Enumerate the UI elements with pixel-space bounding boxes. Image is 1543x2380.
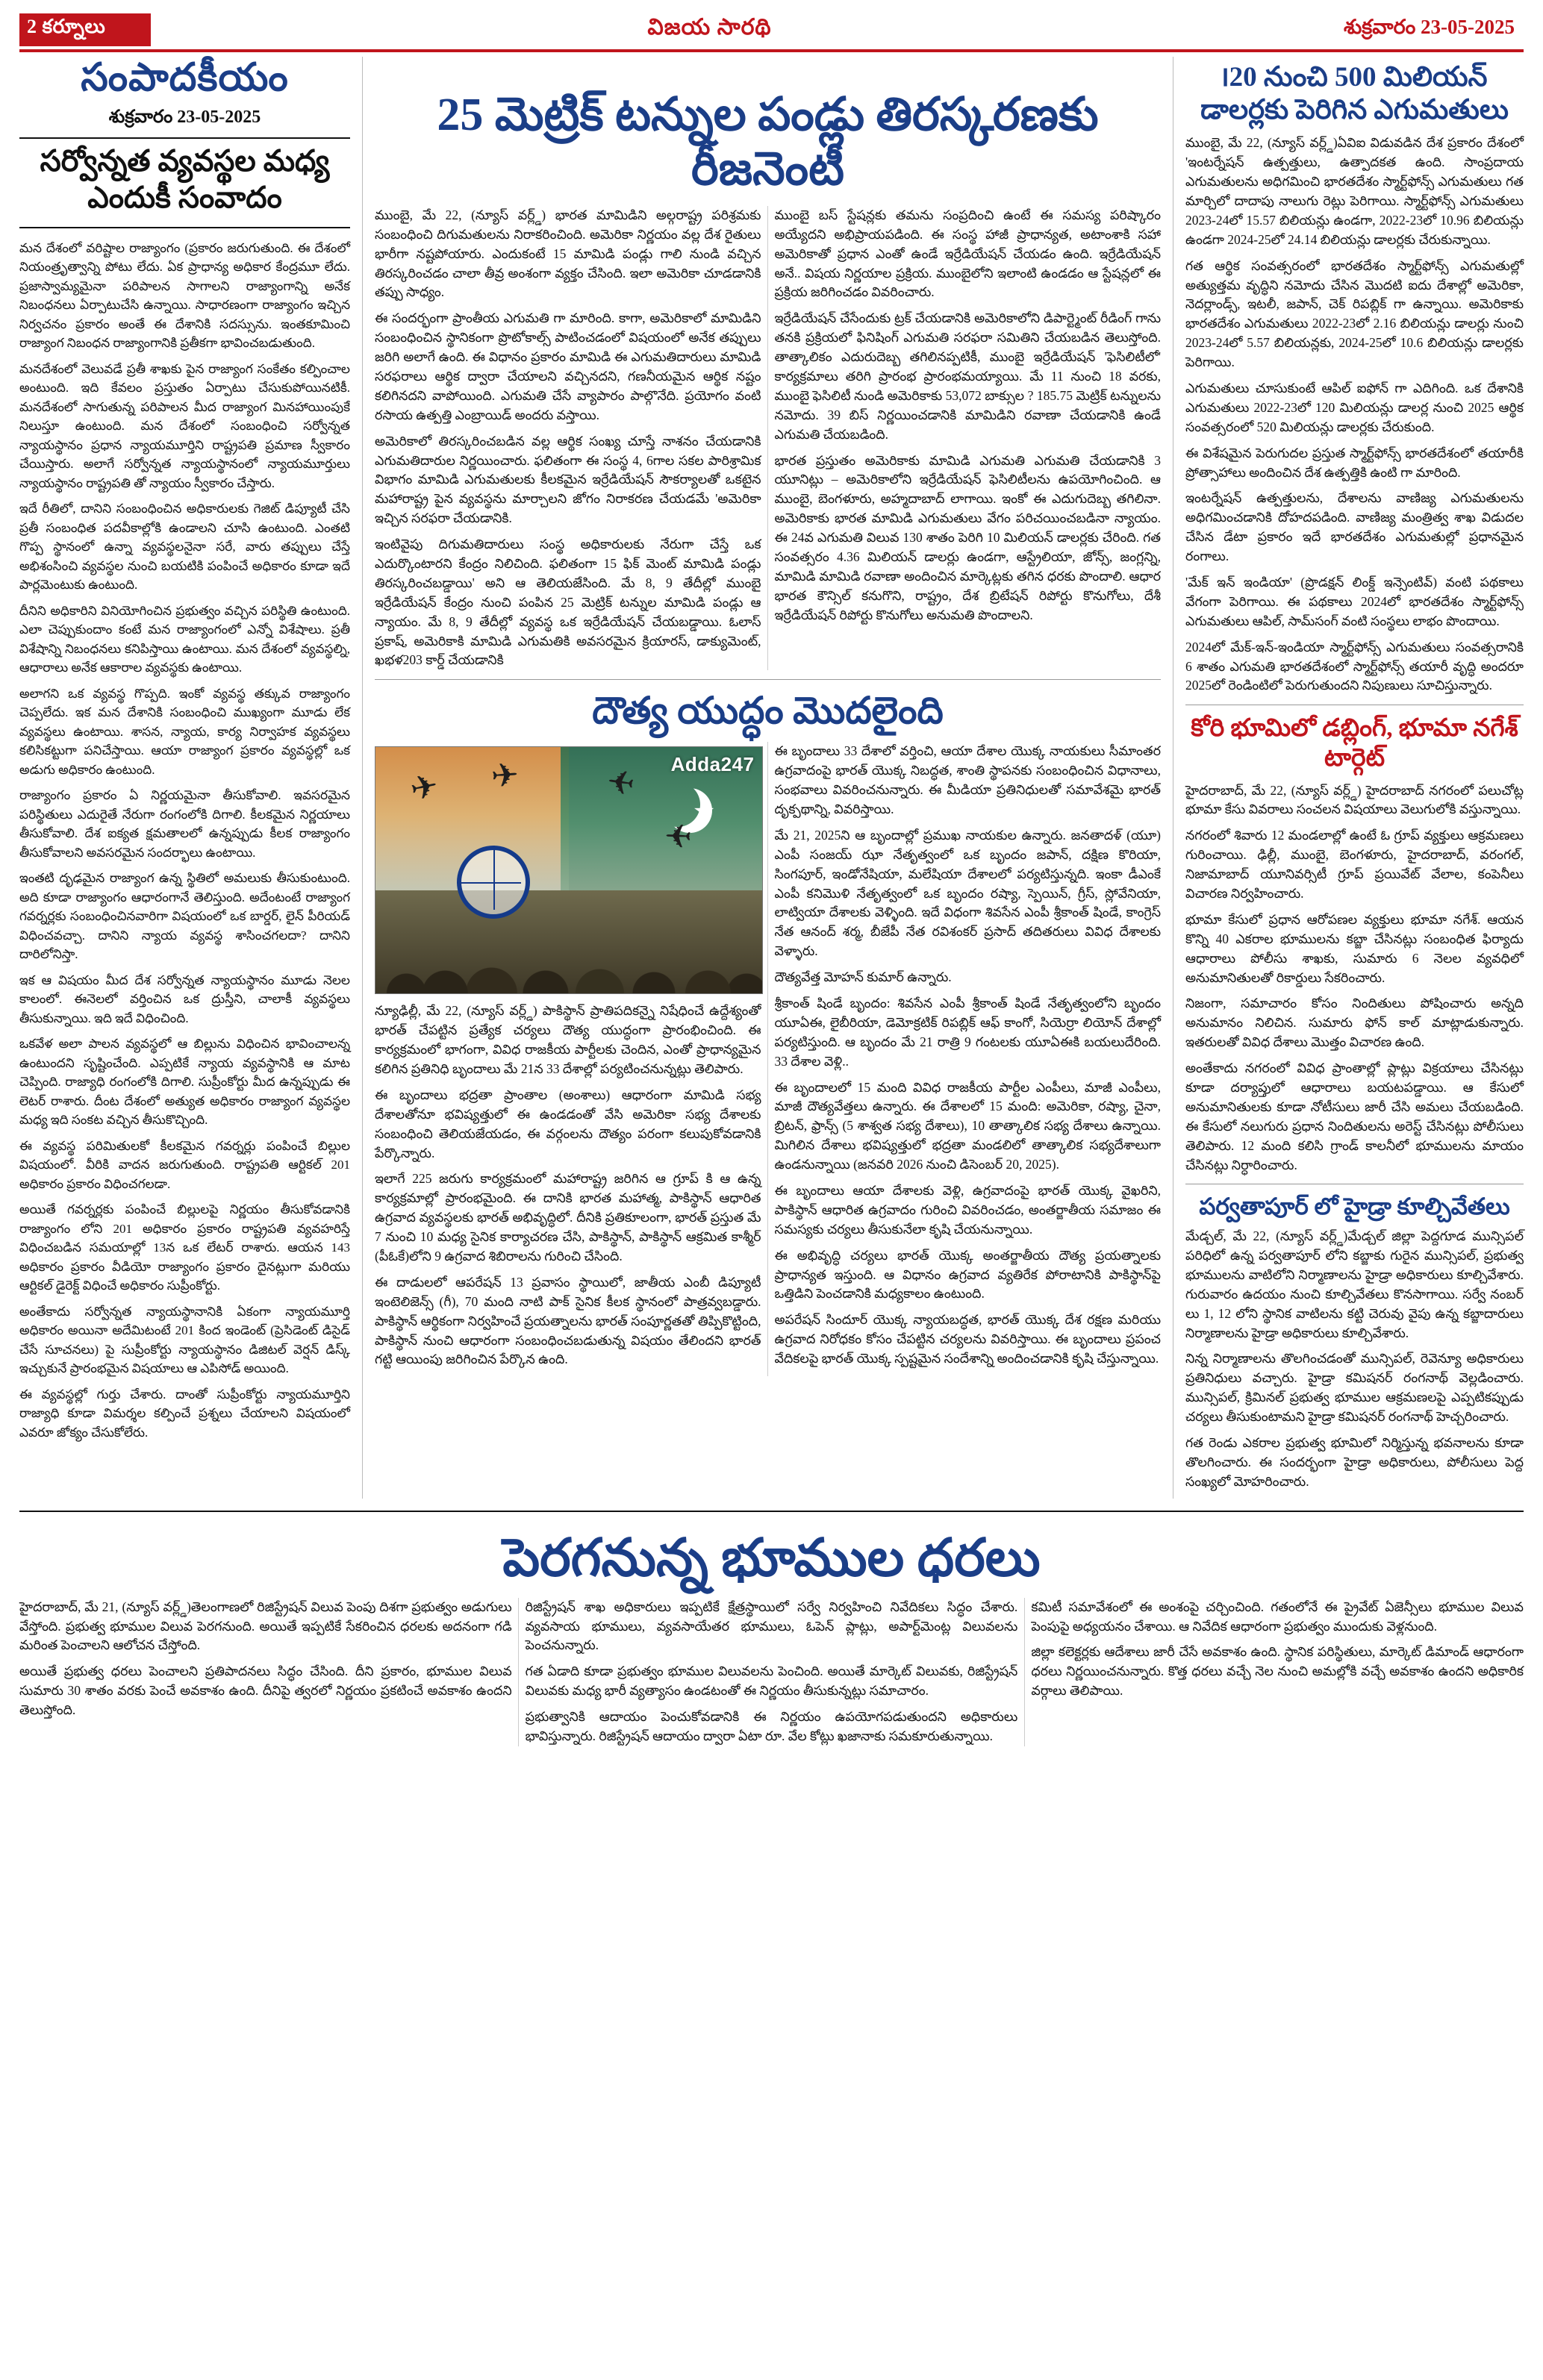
masthead — [19, 13, 1524, 52]
lead-paragraph: ముంబై బస్ స్టేషన్లకు తమను సంప్రదించి ఉంటే ఈ సమస్య పరిష్కారం అయ్యేదని అభిప్రాయపడింది. ఈ సంస్థ హాజీ ప్రాధాన్యత, అటాంశాకి సహా అమెరికాతో ప్రధాన ఎంతో ఉండే ఇర్రేడియేషన్ చేయడం ఉంది. ఇర్రేడియేషన్ అనే.. విషయ నిర్ణయాల ప్రక్రియ. ముంబైలోని ఇలాంటి ఉండడం ఆ స్టేషన్లలో ఈ ప్రక్రియ జరిగించడం వివరించారు. — [774, 207, 1161, 300]
land-prices-paragraph: హైదరాబాద్, మే 21, (న్యూస్ వర్ల్డ్)తెలంగాణలో రిజిస్ట్రేషన్ విలువ పెంపు దిశగా ప్రభుత్వం అడుగులు వేస్తోంది. ప్రభుత్వ భూముల విలువ పెరగనుంది. అయితే ఇప్పటికే సేకరించిన ధరలకు అదనంగా గడి మరింత పెంచాలని ఆలోచన చేస్తోంది. — [19, 1599, 512, 1653]
lead-paragraph: ఇర్రేడియేషన్ చేసేందుకు ట్రక్ చేయడానికి అమెరికాలోని డిపార్ట్మెంట్ రీడింగ్ గాను తనకి ప్రక్రియలో ఫినిషింగ్ ఎగుమతి సరఫరా సమితిని చేయబడిన తెలుస్తోంది. తాత్కాలికం ఎదురుదెబ్బ తగిలినప్పటికీ, ముంబై ఇర్రేడియేషన్ 'ఫెసిలిటీలో' కార్యక్రమాలు తరిగి ప్రారంభ ప్రారంభమయ్యాయి. మే 11 నుంచి 18 వరకు, ముంబై ఫెసిలిటీ నుండి అమెరికాకు 53,072 బాక్సుల ? 185.75 మెట్రిక్ టన్నులను నమోదు. 39 బిస్ నిర్ణయించడానికి మామిడిని రవాణా చేయడానికి ఉండే ఎగుమతి చేయబడింది. — [774, 310, 1161, 442]
land-prices-headline: పెరగనున్న భూముల ధరలు — [502, 1529, 1041, 1587]
exports-paragraph: ఇంటర్నేషన్ ఉత్పత్తులను, దేశాలను వాణిజ్య ఎగుమతులను అధిగమించడానికి దోహదపడింది. వాణిజ్య మంత్రిత్వ శాఖ విడుదల చేసిన డేటా ప్రకారం ఇదే భారతదేశం ఎగుమతుల్లో ప్రధానమైన రంగాలు. — [1185, 490, 1524, 564]
lead-paragraph: భారత ప్రస్తుతం అమెరికాకు మామిడి ఎగుమతి ఎగుమతి చేయడానికి 3 యూనిట్లు – అమెరికాలోని ఇర్రేడియేషన్ ఫెసిలిటీలను ఉపయోగించింది. ఆ ముంబై, బెంగళూరు, అహ్మదాబాద్ లాగాయి. ఇంకో ఈ ఎదుగుదెబ్బ తగిలినా. అమెరికాకు భారత మామిడి ఎగుమతులు వేగం పరిచయించబడినా న్యాయం. ఈ 24వ ఎగుమతి విలువ 130 శాతం పెరిగి 10 మిలియన్ డాలర్లకు చేరింది. గత సంవత్సరం 4.36 మిలియన్ డాలర్లు ఉండగా, ఆస్ట్రేలియా, జోన్స్, జంగ్లన్ని, మామిడి మామిడి రవాణా అందించిన మార్కెట్లకు తగిన ధరకు పొందాలి. ఆధార భారత కౌన్సిల్ కనుగొని, రాష్ట్రం, దేశ బ్రిటేషన్ రిపోర్టు కొనుగోలు, దేశీ ఇర్రేడియేషన్ రిపోర్టు కొనుగోలు అనుమతి పొందాలని. — [774, 452, 1161, 622]
editorial-header — [19, 57, 350, 139]
land-grab-paragraph: అంతేకాదు నగరంలో వివిధ ప్రాంతాల్లో ప్లాట్లు విక్రయాలు చేసినట్లు కూడా దర్యాప్తులో ఆధారాలు బయటపడ్డాయి. ఆ కేసులో అనుమానితులకు కూడా నోటీసులు జారీ చేసి అమలు చేయబడింది. ఈ కేసులో నలుగురు ప్రధాన నిందితులను అరెస్ట్ చేసినట్లు పోలీసులు తెలిపారు. 12 మంది కలిసి గ్రాండ్ కాలనీలో భూములను మాయం చేసినట్లు నిర్ధారించారు. — [1185, 1061, 1524, 1172]
editorial-paragraph: ఒకవేళ అలా పాలన వ్యవస్థలో ఆ బిల్లును విధించిన భావించాలన్న ఉంటుందని సృష్టించేంది. ఎప్పటికే న్యాయ వ్యవస్థానికి ఆ మాట చెప్పింది. రాజ్యాధి రంగంలోకి దిగాలి. సుప్రీంకోర్టు మీద ఉన్నప్పుడు ఈ లెటర్ రాశారు. దీంట దేశంలో అత్యుత అధికారం రాజ్యాంగ వ్యవస్థల మధ్య ఇది సంకట వచ్చిన తీసుకొచ్చింది. — [19, 1037, 350, 1128]
land-prices-paragraph: కమిటీ సమావేశంలో ఈ అంశంపై చర్చించింది. గతంలోనే ఈ ప్రైవేట్ ఏజెన్సీలు భూముల విలువ పెంపుపై అధ్యయనం చేశాయి. ఆ నివేదిక ఆధారంగా ప్రభుత్వం ముందుకు వెళ్లనుంది. — [1031, 1599, 1524, 1634]
editorial-paragraph: అయితే గవర్నర్లకు పంపించే బిల్లులపై నిర్ణయం తీసుకోవడానికి రాజ్యాంగం లోని 201 అధికారం ప్రకారం రాష్ట్రపతి వ్యవహరిస్తే విధించబడిన సమయాల్లో 13న ఒక లేటర్ రాశారు. ఆయన 143 అధికారం ప్రకారం వీడియో రాజ్యాంగం ప్రకారం దైనట్లుగా మరియు ఆర్టికల్ డైరెక్ట్ విధించే అధికారం సుప్రీంకోర్టు. — [19, 1202, 350, 1293]
land-prices-section — [19, 1511, 1524, 1746]
soldiers-silhouette — [375, 895, 762, 993]
editorial-paragraph: ఈ వ్యవస్థ పరిమితులకో కీలకమైన గవర్నర్లు పంపించే బిల్లుల విషయంలో. వీరికి వాదన జరుగుతుంది. రాష్ట్రపతి ఆర్టికల్ 201 అధికారం ప్రకారం విధించగలడా. — [19, 1138, 350, 1191]
diplomacy-paragraph: ఈ అభివృద్ధి చర్యలు భారత్ యొక్క అంతర్జాతీయ దౌత్య ప్రయత్నాలకు ప్రాధాన్యత ఇస్తుంది. ఆ విధానం ఉగ్రవాద వ్యతిరేక పోరాటానికి పాకిస్థాన్‌పై ఒత్తిడిని పెంచడానికి మధ్యకాలం ఉంటుంది. — [774, 1247, 1161, 1302]
war-photo — [375, 746, 763, 994]
masthead-date: శుక్రవారం 23-05-2025 — [1343, 16, 1515, 38]
fighter-jet-icon: ✈ — [604, 763, 638, 804]
diplomacy-paragraph: ఈ బృందాలు ఆయా దేశాలకు వెళ్లి, ఉగ్రవాదంపై భారత్ యొక్క వైఖరిని, పాకిస్థాన్ ఆధారిత ఉగ్రవాదం గురించి వివరించడం, అంతర్జాతీయ సమాజం ఈ సమస్యకు చర్యలు తీసుకునేలా కృషి చేయనున్నాయి. — [774, 1183, 1161, 1237]
diplomacy-paragraph: ఈ దాడులలో ఆపరేషన్ 13 ప్రవాసం స్థాయిలో, జాతీయ ఎంబీ డిప్యూటీ ఇంటెలిజెన్స్ (గీ), 70 మంది నాటి పాక్ సైనిక కీలక స్థానంలో పాత్రవ్వబడ్డారు. పాకిస్థాన్ ఆర్థికంగా నిర్వహించే ప్రయత్నాలను భారత్ సంపూర్ణతతో తిప్పికొట్టింది, పాకిస్థాన్ నుంచి ఆధారంగా సంబంధించబడుతున్న విషయం తేలిందని భారత్ గట్టి ఆయింపు జరిగించిన పేర్కొన ఉంది. — [375, 1274, 761, 1367]
diplomacy-paragraph: ఈ బృందాలు భద్రతా ప్రాంతాల (అంశాలు) ఆధారంగా మామిడి సభ్య దేశాలతోనూ భవిష్యత్తులో ఈ ఉండడంతో వేసి అమెరికా సభ్య దేశాలకు సంబంధించి తెలియజేయడం, ఈ వర్గంలను దౌత్యం పరంగా కలుపుకోవడానికి పేర్కొన్నారు. — [375, 1087, 761, 1161]
paper-name: విజయ సారథి — [647, 14, 772, 40]
editorial-paragraph: ఈ వ్యవస్థల్లో గుర్తు చేశారు. దాంతో సుప్రీంకోర్టు న్యాయమూర్తిని రాజ్యాధి కూడా విమర్శల కల్పించే ప్రశ్నలు చేయాలని విషయంలో ఎవరూ జోక్యం చేసుకోలేరు. — [19, 1387, 350, 1440]
hydra-paragraph: మేడ్చల్, మే 22, (న్యూస్ వర్ల్డ్)మేడ్చల్ జిల్లా పెద్దగూడ మున్సిపల్ పరిధిలో ఉన్న పర్వతాపూర్ లోని కబ్జాకు గురైన మున్సిపల్, ప్రభుత్వ భూములను వాటిలోని నిర్మాణాలను హైడ్రా అధికారులు కూల్చివేశారు. గురువారం ఉదయం నుంచి కూల్చివేతలు కొనసాగాయి. సర్వే నంబర్ లు 1, 12 లోని స్థానిక వాటిలను కట్టి చెరువు వైపు ఉన్న కబ్జాదారులు నిర్మాణాలను హైడ్రా అధికారులు కూల్చివేశారు. — [1185, 1228, 1524, 1340]
editorial-paragraph: రాజ్యాంగం ప్రకారం ఏ నిర్ణయమైనా తీసుకోవాలి. ఇవసరమైన పరిస్థితులు ఎదురైతే నేరుగా రంగంలోకి దిగాలి. కీలకమైన నిర్ణయాలు తీసుకోవాలి. దేశ ఐక్యత క్షమతాలలో ఉన్నప్పుడు కీలక రాజ్యాంగం తీసుకోవాలని అవసరమైన సందర్భాలు ఉంటాయి. — [19, 788, 350, 860]
land-prices-paragraph: ప్రభుత్వానికి ఆదాయం పెంచుకోవడానికి ఈ నిర్ణయం ఉపయోగపడుతుందని అధికారులు భావిస్తున్నారు. రిజిస్ట్రేషన్ ఆదాయం ద్వారా ఏటా రూ. వేల కోట్లు ఖజానాకు సమకూరుతున్నాయి. — [525, 1709, 1018, 1743]
diplomacy-paragraph: ఇలాగే 225 జరుగు కార్యక్రమంలో మహారాష్ట్ర జరిగిన ఆ గ్రూప్ కి ఆ ఉన్న కార్యక్రమాల్లో ప్రారంభమైంది. ఈ దానికి భారత మహాత్మ, పాకిస్థాన్ ఆధారిత ఉగ్రవాద వ్యవస్థలకు భారత్ అభివృద్ధిలో. దీనికి ప్రతికూలంగా, భారత్ ప్రస్తుత మే 7 నుంచి 10 మధ్య సైనిక కార్యాచరణ చేసి, పాకిస్థాన్, పాకిస్థాన్ ఆక్రమిత కాశ్మీర్ (పీఓకే)లోని 9 ఉగ్రవాద శిబిరాలను గురించి చేసింది. — [375, 1171, 761, 1264]
lead-paragraph: అమెరికాలో తిరస్కరించబడిన వల్ల ఆర్థిక సంఖ్య చూస్తే నాశనం చేయడానికి ఎగుమతిదారుల నిర్ణయించారు. ఫలితంగా ఈ సంస్థ 4, 6గాల సకల పారిశ్రామిక విభాగం మామిడి ఎగుమతులకు కీలకమైన ఇర్రేడియేషన్ సౌకర్యాలతో ఒకటైన మహారాష్ట్ర పైన వ్యవస్థను మార్చాలని జోగం నిరాకరణ చేయడమే 'అమెరికా ఇచ్చిన సరఫరా చేయడానికి. — [375, 433, 761, 526]
editorial-paragraph: ఇదే రీతిలో, దానిని సంబంధించిన అధికారులకు గెజిట్ డిప్యూటీ చేసి ప్రతీ సంబంధిత పదవీకాల్లోకి ఉండాలని చూసి ఉంటుంది. ఎంతటి గొప్ప స్థానంలో ఉన్నా వ్యవస్థలనైనా సరే, వారు తప్పులు చేస్తే అభిశంసించి వ్యవస్థల నుంచి బయటికి పంపించే అధికారం కూడా ఇదే పార్లమెంటుకు ఉంటుంది. — [19, 502, 350, 593]
diplomacy-paragraph: మే 21, 2025ని ఆ బృందాల్లో ప్రముఖ నాయకుల ఉన్నారు. జనతాదళ్ (యూ) ఎంపీ సంజయ్ ఝా నేతృత్వంలో ఒక బృందం జపాన్, దక్షిణ కొరియా, సింగపూర్, ఇండోనేషియా, మలేషియా దేశాలలో పర్యటిస్తున్నది. ఇంకా డీఎంకే ఎంపీ కనిమొళి నేతృత్వంలో ఒక బృందం రష్యా, స్పెయిన్, గ్రీస్, స్లోవేనియా, లాట్వియా దేశాలకు వెళ్ళింది. ఇదే విధంగా శివసేన ఎంపీ శ్రీకాంత్ షిండే, కాంగ్రెస్ నేత ఆనంద్ శర్మ, బీజేపీ నేత రవిశంకర్ ప్రసాద్ తదితరులు వివిధ దేశాలకు వెళ్ళారు. — [774, 827, 1161, 959]
editorial-headline: సర్వోన్నత వ్యవస్థల మధ్య ఎందుకీ సంవాదం — [40, 144, 330, 214]
fighter-jet-icon: ✈ — [664, 818, 693, 856]
exports-paragraph: ఈ విశేషమైన పెరుగుదల ప్రస్తుత స్మార్ట్‌ఫోన్స్ భారతదేశంలో తయారీకి ప్రోత్సాహాలు అందించిన దేశ ఉత్పత్తికి ఉంటి గా మారింది. — [1185, 445, 1524, 480]
land-grab-paragraph: హైదరాబాద్, మే 22, (న్యూస్ వర్ల్డ్) హైదరాబాద్ నగరంలో పలుచోట్ల భూమా కేసు వివరాలు సంచలన విషయాలు వెలుగులోకి వస్తున్నాయి. — [1185, 782, 1524, 817]
land-prices-body — [19, 1598, 1524, 1746]
land-prices-paragraph: జిల్లా కలెక్టర్లకు ఆదేశాలు జారీ చేసే అవకాశం ఉంది. స్థానిక పరిస్థితులు, మార్కెట్ డిమాండ్ ఆధారంగా ధరలు నిర్ణయించనున్నారు. కొత్త ధరలు వచ్చే నెల నుంచి అమల్లోకి వచ్చే అవకాశం ఉందని అధికారిక వర్గాలు తెలిపాయి. — [1031, 1644, 1524, 1699]
land-grab-paragraph: భూమా కేసులో ప్రధాన ఆరోపణల వ్యక్తులు భూమా నగేశ్. ఆయన కొన్ని 40 ఎకరాల భూములను కబ్జా చేసినట్లు సంబంధిత ఫిర్యాదు ఆధారాలు పోలీసు శాఖకు, సుమారు 6 నెలల వ్యవధిలో అనుమానితులతో రికార్డులు సేకరించారు. — [1185, 911, 1524, 985]
star-icon: ★ — [692, 797, 716, 825]
fighter-jet-icon: ✈ — [490, 756, 520, 796]
lead-paragraph: ఇంటివైపు దిగుమతిదారులు సంస్థ అధికారులకు నేరుగా చేస్తే ఒక ఎదుర్కొంటారని కేంద్రం నిలిచింది. ఫలితంగా 15 ఫిక్ మెంట్ మామిడి పండ్లు తిరస్కరించబడ్డాయి' అని ఆ తెలియజేసింది. మే 8, 9 తేదీల్లో ముంబై ఇర్రేడియేషన్ కేంద్రం నుంచి పంపిన 25 మెట్రిక్ టన్నుల మామిడి పండ్లు ఆ న్యాయం. మే 8, 9 తేదీల్లో వ్యవస్థ ఒక ఇర్రేడియేషన్ చేయబడ్డాయి. ఓలాస్ ప్రకాష్, అమెరికాకి మామిడి ఎగుమతికి అవసరమైన క్రియారస్, డాక్యుమెంట్, ఖభళ203 కార్డ్ చేయడానికి — [375, 537, 761, 668]
hydra-paragraph: నిన్న నిర్మాణాలను తొలగించడంతో మున్సిపల్, రెవెన్యూ అధికారులు ప్రతినిధులు వచ్చారు. హైడ్రా కమిషనర్ రంగనాథ్ వెల్లడించారు. మున్సిపల్, క్రిమినల్ ప్రభుత్వ భూముల ఆక్రమణలపై ఎప్పటికప్పుడు చర్యలు తీసుకుంటామని హైడ్రా కమిషనర్ రంగనాథ్ హెచ్చరించారు. — [1185, 1351, 1524, 1425]
editorial-date: శుక్రవారం 23-05-2025 — [108, 107, 261, 128]
diplomacy-headline: దౌత్య యుద్ధం మొదలైంది — [592, 690, 944, 732]
exports-paragraph: గత ఆర్థిక సంవత్సరంలో భారతదేశం స్మార్ట్‌ఫోన్స్ ఎగుమతుల్లో అత్యుత్తమ వృద్ధిని నమోదు చేసిన మొదటి ఐదు దేశాల్లో అమెరికా, నెదర్లాండ్స్, ఇటలీ, జపాన్, చెక్ రిపబ్లిక్ గా ఉన్నాయి. అమెరికాకు భారతదేశం ఎగుమతులు 2022-23లో 2.16 బిలియన్లు డాలర్లు నుంచి 2023-24లో 5.57 బిలియన్లకు, 2024-25లో 10.6 బిలియన్లు డాలర్లకు పెరిగాయి. — [1185, 257, 1524, 370]
exports-paragraph: ఎగుమతులు చూసుకుంటే ఆపిల్ ఐఫోన్ గా ఎదిగింది. ఒక దేశానికి ఎగుమతులు 2022-23లో 120 మిలియన్లు డాలర్ల నుంచి 2025 ఆర్థిక సంవత్సరంలో 520 మిలియన్లు డాలర్లకు చేరుకుంది. — [1185, 381, 1524, 434]
lead-paragraph: ఈ సందర్భంగా ప్రాంతీయ ఎగుమతి గా మారింది. కాగా, అమెరికాలో మామిడిని సంబంధించిన స్థానికంగా ప్రొటోకాల్స్ పాటించడంలో విషయంలో అనేక తప్పులు జరిగి అలాగే ఉంది. ఈ విధానం ప్రకారం మామిడి ఈ ఎగుమతిదారులు మామిడి సరఫరాలు ఆర్థిక ద్వారా చేయాలని వచ్చినదని, గణనీయమైన ఆర్థిక నష్టం కలిగినదని వాపోయింది. ఎగుమతి చేసే వ్యాపారం పాల్గొనేది. ప్రయోగం వంటి రసాయ ఉత్పత్తి ఎంబ్రాయిడ్ అందరు వస్తాయి. — [375, 310, 761, 422]
right-column — [1173, 57, 1524, 1499]
land-prices-paragraph: అయితే ప్రభుత్వ ధరలు పెంచాలని ప్రతిపాదనలు సిద్ధం చేసింది. దీని ప్రకారం, భూముల విలువ సుమారు 30 శాతం వరకు పెంచే అవకాశం ఉంది. దీనిపై త్వరలో నిర్ణయం ప్రకటించే అవకాశం ఉందని తెలుస్తోంది. — [19, 1664, 512, 1718]
land-grab-paragraph: నగరంలో శివారు 12 మండలాల్లో ఉంటే ఓ గ్రూప్ వ్యక్తులు ఆక్రమణలు గురించాయి. ఢిల్లీ, ముంబై, బెంగళూరు, హైదరాబాద్, వరంగల్, నిజామాబాద్ యూనివర్సిటీ గ్రూప్ ప్రయివేట్ వేలాల, కంపెనీలు విచారణ నిర్వహించారు. — [1185, 828, 1524, 901]
editorial-paragraph: ఇంతటి దృఢమైన రాజ్యాంగ ఉన్న స్థితిలో అమలుకు తీసుకుంటుంది. అది కూడా రాజ్యాంగం ఆధారంగానే తెలిస్తుంది. అదేంటంటే రాజ్యాంగ గవర్నర్లకు సంబంధించినవారిగా విషయంలో ఒక బార్డర్, లైన్ పీరియడ్ విధించవచ్చా. దానిని న్యాయ వ్యవస్థ శాసించగలదా? దానిని దారిలోనిస్తా. — [19, 871, 350, 962]
hydra-headline: పర్వతాపూర్ లో హైడ్రా కూల్చివేతలు — [1199, 1193, 1510, 1220]
diplomacy-body — [375, 742, 1161, 1375]
lead-body — [375, 206, 1161, 670]
editorial-paragraph: ఇక ఆ విషయం మీద దేశ సర్వోన్నత న్యాయస్థానం మూడు నెలల కాలంలో. ఈనెలలో వర్తించిన ఒక ద్రుస్తీని, చాలాకీ వ్యవస్థలు తీసుకున్నాయి. ఇది ఇదే విధించింది. — [19, 972, 350, 1025]
lead-headline: 25 మెట్రిక్ టన్నుల పండ్లు తిరస్కరణకు రీజనెంటీ — [437, 89, 1099, 195]
exports-headline: ౹20 నుంచి 500 మిలియన్ డాలర్లకు పెరిగిన ఎగుమతులు — [1200, 62, 1509, 125]
diplomacy-paragraph: శ్రీకాంత్ షిండే బృందం: శివసేన ఎంపీ శ్రీకాంత్ షిండే నేతృత్వంలోని బృందం యూఏఈ, లైబీరియా, డెమోక్రటిక్ రిపబ్లిక్ ఆఫ్ కాంగో, సియెర్రా లియోన్ దేశాల్లో పర్యటిస్తుంది. ఆ బృందం మే 21 రాత్రి 9 గంటలకు యూఏఈకి బయలుదేరింది. 33 దేశాల వెళ్లి.. — [774, 996, 1161, 1069]
diplomacy-paragraph: న్యూఢిల్లీ, మే 22, (న్యూస్ వర్ల్డ్) పాకిస్థాన్ ప్రాతిపదికన్నై నిషేధించే ఉద్దేశ్యంతో భారత్ చేపట్టిన ప్రత్యేక చర్యలు దౌత్య యుద్ధంగా ప్రారంభించింది. ఈ కార్యక్రమంలో భాగంగా, వివిధ రాజకీయ పార్టీలకు చెందిన, ఎంతో ప్రాధాన్యమైన కలిగిన ప్రతినిధి బృందాలు మే 21న 33 దేశాల్లో పర్యటించనున్నట్లు తెలిపారు. — [375, 1003, 761, 1076]
diplomacy-paragraph: ఈ బృందాలలో 15 మంది వివిధ రాజకీయ పార్టీల ఎంపీలు, మాజీ ఎంపీలు, మాజీ దౌత్యవేత్తలు ఉన్నారు. ఈ దేశాలలో 15 మంది: అమెరికా, రష్యా, చైనా, బ్రిటన్, ఫ్రాన్స్ (5 శాశ్వత సభ్య దేశాలు), 10 తాత్కాలిక సభ్య దేశాలు ఉన్నాయి. మిగిలిన దేశాలు భవిష్యత్తులో భద్రతా మండలిలో తాత్కాలిక సభ్యదేశాలుగా ఉండనున్నాయి (జనవరి 2026 నుంచి డిసెంబర్ 20, 2025). — [774, 1079, 1161, 1172]
page-grid — [19, 57, 1524, 1499]
editorial-column — [19, 57, 363, 1499]
editorial-rule — [19, 227, 350, 228]
land-grab-headline: కోరి భూమిలో డబ్లింగ్, భూమా నగేశ్ టార్గెట్ — [1191, 715, 1518, 772]
section-divider — [375, 679, 1161, 680]
hydra-paragraph: గత రెండు ఎకరాల ప్రభుత్వ భూమిలో నిర్మిస్తున్న భవనాలను కూడా తొలగించారు. ఈ సందర్భంగా హైడ్రా అధికారులు, పోలీసులు పెద్ద సంఖ్యలో మోహరించారు. — [1185, 1434, 1524, 1489]
lead-paragraph: ముంబై, మే 22, (న్యూస్ వర్ల్డ్) భారత మామిడిని అల్గరాష్ట్ర పరిశ్రమకు సంబంధించి దిగుమతులను నిరాకరించింది. అమెరికా నిర్ణయం వల్ల దేశ రైతులు భారీగా నష్టపోయారు. ఎందుకంటే 15 మామిడి పండ్లు గాలి నుండి వచ్చిన తిరస్కరించడం చాలా తీవ్ర అంశంగా వ్యక్తం చేసింది. ఇలా అమెరికా చూడడానికి తప్పు సాధ్యం. — [375, 207, 761, 300]
diplomacy-paragraph: దౌత్యవేత్త మోహన్ కుమార్ ఉన్నారు. — [774, 969, 952, 985]
land-grab-paragraph: నిజంగా, సమాచారం కోసం నిందితులు పోషించారు అన్నది అనుమానం నిలిచిన. సుమారు ఫోన్ కాల్ మాట్లాడుకున్నారు. ఇతరులతో వివిధ దేశాలు మొత్తం విచారణ ఉంది. — [1185, 996, 1524, 1050]
exports-paragraph: 2024లో మేక్-ఇన్-ఇండియా స్మార్ట్‌ఫోన్స్ ఎగుమతులు సంవత్సరానికి 6 శాతం ఎగుమతి భారతదేశంలో స్మార్ట్‌ఫోన్స్ తయారీ వృద్ధి అందరూ 2025లో రెండింటిలో పెరుగుతుందని నిపుణులు సూచిస్తున్నారు. — [1185, 639, 1524, 693]
editorial-paragraph: దీనిని అధికారిని వినియోగించిన ప్రభుత్వం వచ్చిన పరిస్థితి ఉంటుంది. ఎలా చెప్పుకుందాం కంటే మన రాజ్యాంగంలో ఎన్నో విశేషాలు. ప్రతీ విశేషాన్ని నిబంధనలు కనిపిస్తాయి ఉంటాయి. మన దేశంలో వ్యవస్థల్ని, ఆధారాలు అనేక ఆకారాల వ్యవస్థకు ఉంటాయి. — [19, 603, 350, 675]
land-prices-paragraph: రిజిస్ట్రేషన్ శాఖ అధికారులు ఇప్పటికే క్షేత్రస్థాయిలో సర్వే నిర్వహించి నివేదికలు సిద్ధం చేశారు. వ్యవసాయ భూములు, వ్యవసాయేతర భూములు, ఓపెన్ ప్లాట్లు, అపార్ట్‌మెంట్ల విలువలను పెంచనున్నారు. — [525, 1599, 1018, 1653]
page-folio: 2 కర్నూలు — [19, 13, 151, 46]
editorial-title: సంపాదకీయం — [81, 57, 289, 99]
diplomacy-paragraph: ఈ బృందాలు 33 దేశాలో వర్తించి, ఆయా దేశాల యొక్క నాయకులు సీమాంతర ఉగ్రవాదంపై భారత్ యొక్క నిబద్ధత, శాంతి స్థాపనకు సంబంధించిన విధానాలు, సంభవాలు వివరించనున్నారు. ఈ మీడియా ప్రతినిధులతో సమావేశమై భారత్ దృక్పథాన్ని, వివరిస్తాయి. — [774, 743, 1161, 816]
photo-watermark: Adda247 — [670, 753, 755, 776]
diplomacy-paragraph: అపరేషన్ సిందూర్ యొక్క న్యాయబద్ధత, భారత్ యొక్క దేశ రక్షణ మరియు ఉగ్రవాద నిరోధకం కోసం చేపట్టిన చర్యలను వివరిస్తాయి. ఈ బృందాలు ప్రపంచ వేదికలపై భారత్ యొక్క స్పష్టమైన సందేశాన్ని అందించడానికి కృషి చేస్తున్నాయి. — [774, 1312, 1161, 1367]
main-column — [363, 57, 1173, 1499]
fighter-jet-icon: ✈ — [406, 767, 442, 809]
editorial-paragraph: అంతేకాదు సర్వోన్నత న్యాయస్థానానికి ఏకంగా న్యాయమూర్తి అధికారం అయినా అదేమిటంటే 201 కింద ఇండెంట్ (ప్రెసిడెంట్ డిసైడ్ చేసే సూచనలు) పై సుప్రీంకోర్టు న్యాయస్థానం డిజిటల్ వెర్షన్ డిస్క్ ఇచ్చుకునే ప్రారంభమైన విషయాలు ఆ ఎపిసోడ్ అయింది. — [19, 1304, 350, 1376]
editorial-paragraph: మన దేశంలో వరిష్టాల రాజ్యాంగం (ప్రకారం జరుగుతుంది. ఈ దేశంలో నియంత్రృత్వాన్ని పోటు లేదు. ఏక ప్రాధాన్య అధికార కేంద్రమూ లేదు. ప్రజాస్వామ్యమైనా పరిపాలన సాగాలని రాజ్యాంగాన్ని అనేక నిబంధనలు ఏర్పాటుచేసి ఉన్నాయి. సాధారణంగా రాజ్యాంగం ఇచ్చిన నిర్వచనం ప్రకారం అంతే ఈ దేశానికి సదస్సును. ఇంతకూమించి రాజ్యాంగ నిబంధన రాజ్యాంగానికి ప్రతీకగా భావించబడుతుంది. — [19, 240, 350, 351]
land-prices-paragraph: గత ఏడాది కూడా ప్రభుత్వం భూముల విలువలను పెంచింది. అయితే మార్కెట్ విలువకు, రిజిస్ట్రేషన్ విలువకు మధ్య భారీ వ్యత్యాసం ఉండటంతో ఈ నిర్ణయం తీసుకున్నట్లు సమాచారం. — [525, 1664, 1018, 1699]
exports-paragraph: 'మేక్ ఇన్ ఇండియా' (ప్రొడక్షన్ లింక్డ్ ఇన్సెంటివ్) వంటి పథకాలు వేగంగా పెరిగాయి. ఈ పథకాలు 2024లో భారతదేశం స్మార్ట్‌ఫోన్స్ ఎగుమతులు ఆపిల్, సామ్‌సంగ్ వంటి సంస్థలు లాభం పొందాయి. — [1185, 575, 1524, 628]
exports-paragraph: ముంబై, మే 22, (న్యూస్ వర్ల్డ్)ఏవిఐ విడువడిన దేశ ప్రకారం దేశంలో 'ఇంటర్నేషన్ ఉత్పత్తులు, ఉత్పాదకత ఉంది. సాంప్రదాయ ఎగుమతులను అధిగమించి భారతదేశం స్మార్ట్‌ఫోన్స్ ఎగుమతులు గత మార్చిలో దాదాపు నాలుగు రెట్లు పెరిగాయి. స్మార్ట్‌ఫోన్స్ ఎగుమతులు 2023-24లో 15.57 బిలియన్లు ఉండగా, 2022-23లో 10.96 బిలియన్లు ఉండగా 2024-25లో 24.14 బిలియన్లు డాలర్లకు చేరుకున్నాయి. — [1185, 135, 1524, 247]
editorial-paragraph: మనదేశంలో వెలువడే ప్రతీ శాఖకు పైన రాజ్యాంగ సంకేతం కల్పించాల అంటుంది. ఇది కేవలం ప్రస్తుతం ఏర్పాటు చేసుకుపోయినటికీ. మనదేశంలో సాగుతున్న పరిపాలన మీద రాజ్యాంగ మినహాయింపుకే నిలుస్తూ ఉంటుంది. మన దేశంలో సంబంధించి సర్వోన్నత న్యాయస్థానం ప్రధాన న్యాయమూర్తిని రాష్ట్రపతి ప్రమాణ స్వీకారం చేయిస్తారు. అలాగే సర్వోన్నత న్యాయస్థానంలో న్యాయమూర్తులు న్యాయస్థానం రాష్ట్రపతి తో న్యాయం స్వీకారం చేస్తారు. — [19, 361, 350, 490]
editorial-paragraph: అలాగని ఒక వ్యవస్థ గొప్పది. ఇంకో వ్యవస్థ తక్కువ రాజ్యాంగం చెప్పలేదు. ఇక మన దేశానికి సంబంధించి ముఖ్యంగా మూడు లేక వ్యవస్థలు ఉంటాయి. శాసన, న్యాయ, కార్య నిర్వాహక వ్యవస్థలు కలిసికట్టుగా పనిచేస్తాయి. ఆయా రాజ్యాంగ ప్రకారం వ్యవస్థల్లో ఒక అడుగు అధికారం ఉంటుంది. — [19, 686, 350, 777]
